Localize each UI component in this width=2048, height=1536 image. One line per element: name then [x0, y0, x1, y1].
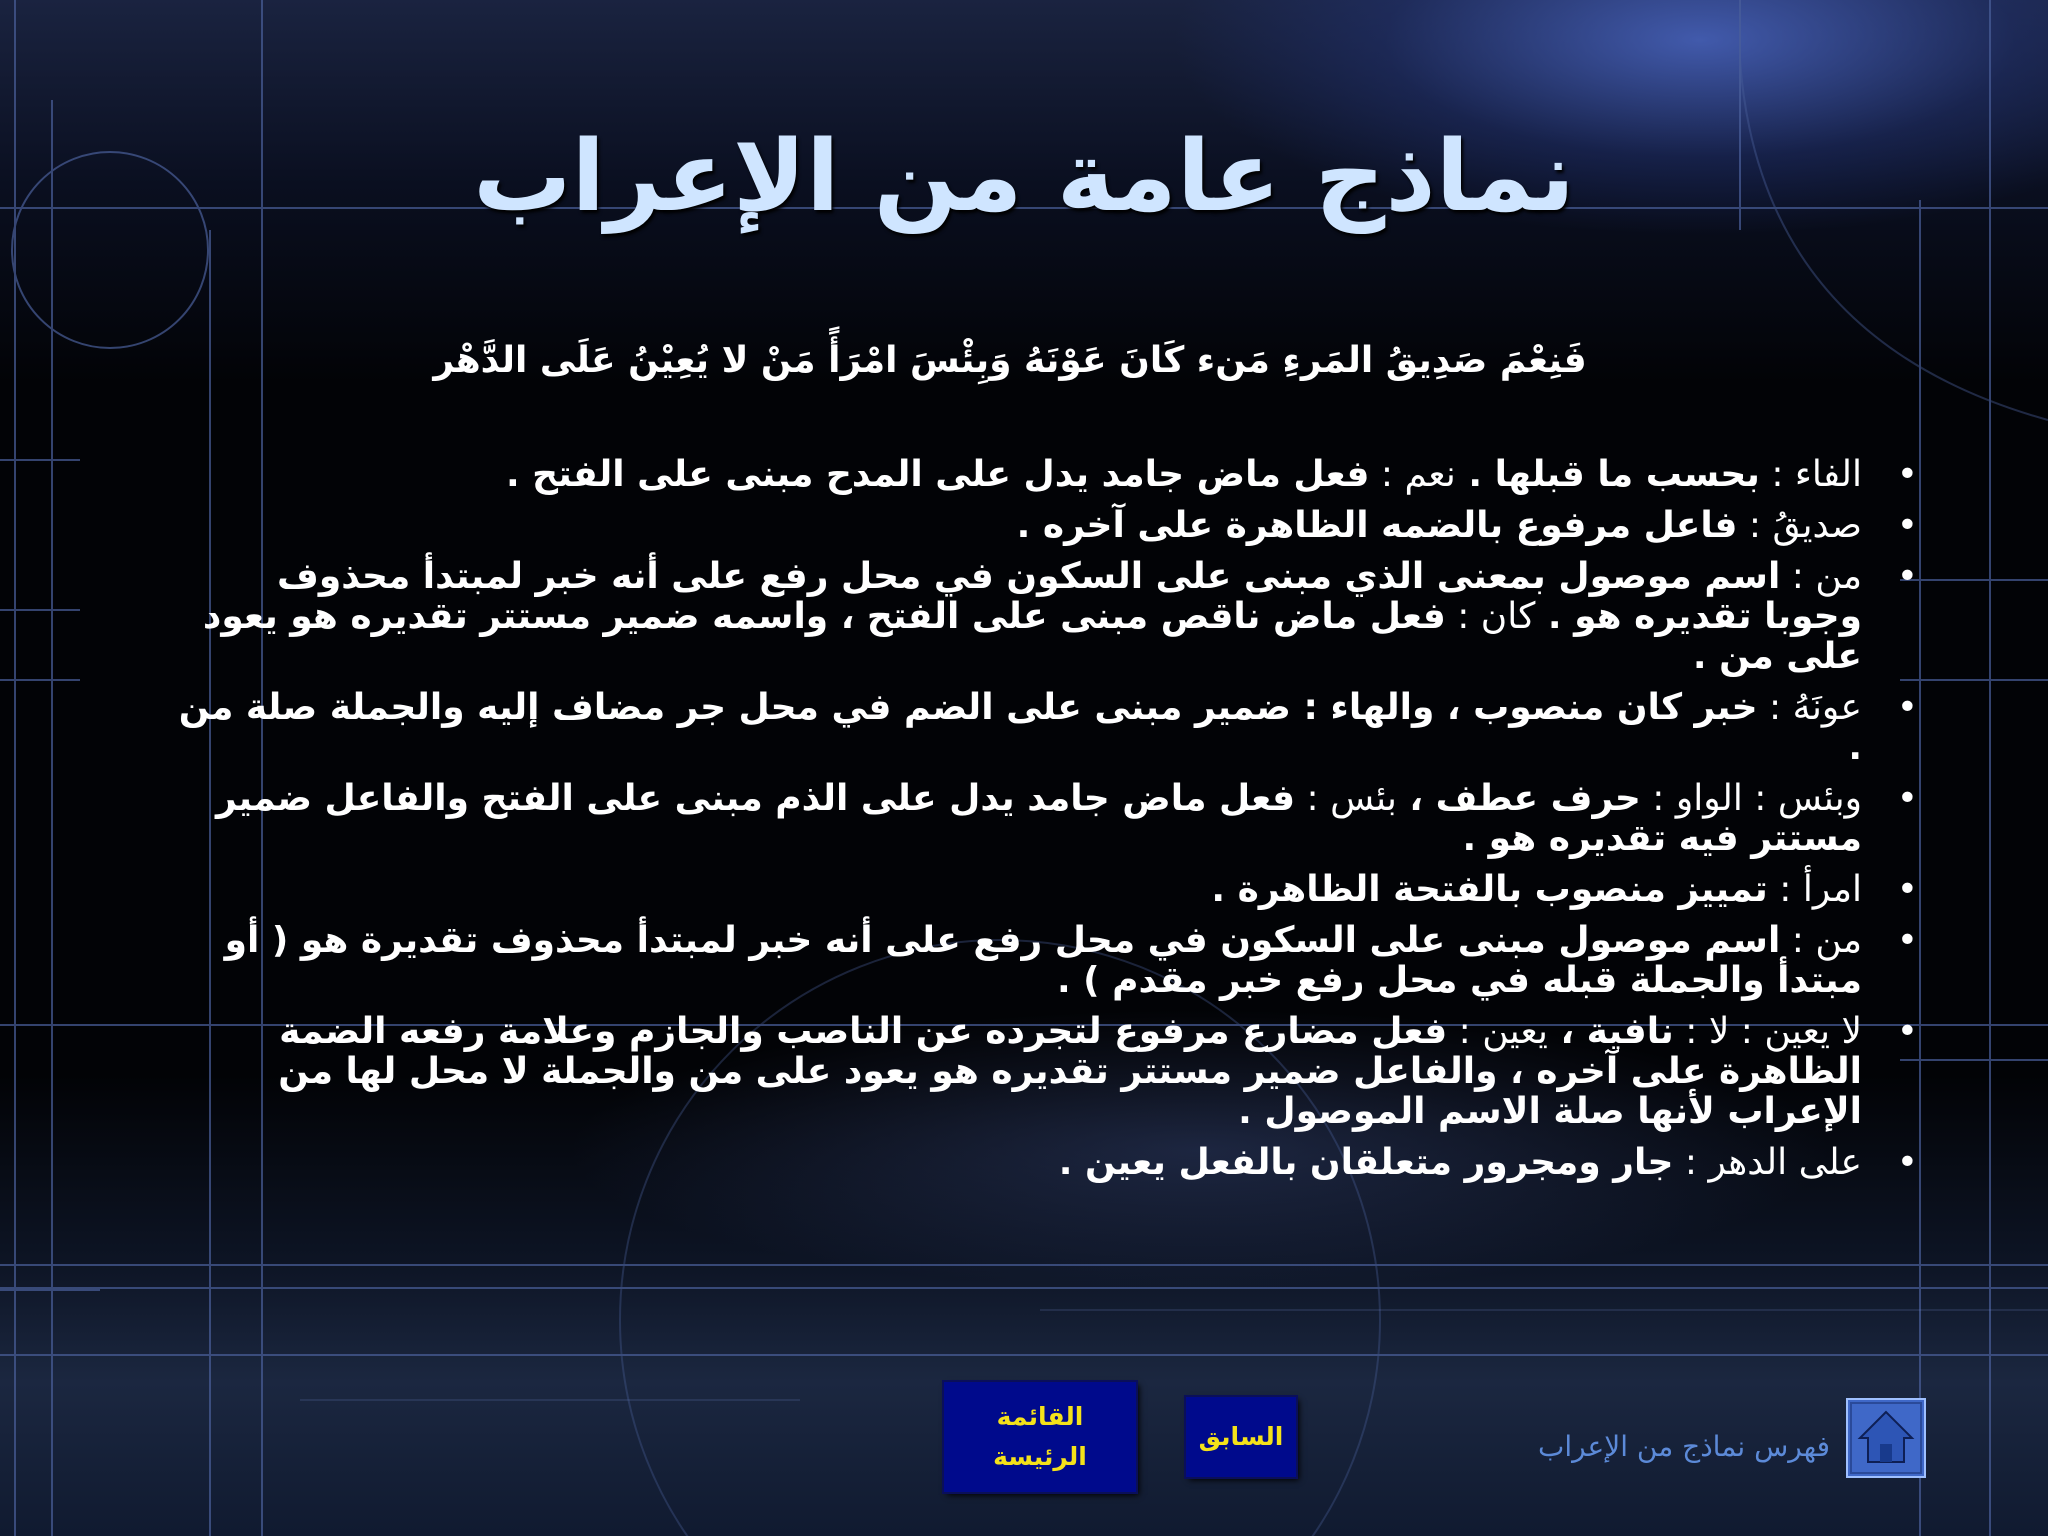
main-menu-button[interactable] — [944, 1382, 1136, 1492]
term-description: اسم موصول بمعنى الذي مبنى على السكون في محل رفع على أنه خبر لمبتدأ محذوف وجوبا تقديره هو . — [277, 556, 1862, 637]
term-label: كان : — [1445, 596, 1536, 637]
term-description: بحسب ما قبلها . — [1455, 454, 1760, 495]
term-label: من : — [1780, 920, 1862, 961]
bullet-icon: • — [1896, 778, 1918, 819]
previous-label: السابق — [1198, 1422, 1284, 1451]
term-label: وبئس : الواو : — [1640, 778, 1862, 819]
previous-button[interactable] — [1186, 1397, 1296, 1477]
list-item — [178, 455, 1948, 495]
term-label: امرأ : — [1767, 869, 1862, 910]
term-description: حرف عطف ، — [1396, 778, 1641, 819]
term-description: تمييز منصوب بالفتحة الظاهرة . — [1211, 869, 1768, 910]
list-item — [178, 1012, 1948, 1132]
main-menu-label-line2: الرئيسة — [993, 1442, 1087, 1471]
list-item — [178, 1143, 1948, 1183]
list-item — [178, 779, 1948, 859]
bullet-icon: • — [1896, 1011, 1918, 1052]
term-description: فعل ماض جامد يدل على الذم مبنى على الفتح والفاعل ضمير مستتر فيه تقديره هو . — [216, 778, 1862, 859]
bullet-icon: • — [1896, 869, 1918, 910]
term-description: فعل ماض جامد يدل على المدح مبنى على الفتح . — [505, 454, 1370, 495]
list-item — [178, 870, 1948, 910]
term-description: فعل ماض ناقص مبنى على الفتح ، واسمه ضمير مستتر تقديره هو يعود على من . — [202, 596, 1862, 677]
term-description: خبر كان منصوب ، والهاء : ضمير مبنى على الضم في محل جر مضاف إليه والجملة صلة من . — [178, 687, 1862, 768]
poetry-verse: فَنِعْمَ صَدِيقُ المَرءِ مَنء كَانَ عَوْنَهُ وَبِئْسَ امْرَأً مَنْ لا يُعِيْنُ عَلَى الدَّهْر — [433, 340, 1587, 381]
term-label: من : — [1780, 556, 1862, 597]
bullet-icon: • — [1896, 454, 1918, 495]
bullet-icon: • — [1896, 687, 1918, 728]
term-label: الفاء : — [1759, 454, 1862, 495]
term-label: يعين : — [1447, 1011, 1548, 1052]
parsing-list — [178, 455, 1948, 1194]
term-label: عونَهُ : — [1757, 687, 1862, 728]
home-icon[interactable] — [1846, 1398, 1926, 1478]
list-item — [178, 921, 1948, 1001]
bullet-icon: • — [1896, 556, 1918, 597]
term-label: نعم : — [1369, 454, 1456, 495]
list-item — [178, 557, 1948, 677]
bullet-icon: • — [1896, 1142, 1918, 1183]
term-description: نافية ، — [1547, 1011, 1674, 1052]
slide-title: نماذج عامة من الإعراب — [473, 120, 1575, 234]
term-label: على الدهر : — [1673, 1142, 1862, 1183]
term-label: بئس : — [1295, 778, 1397, 819]
term-description: اسم موصول مبنى على السكون في محل رفع على أنه خبر لمبتدأ محذوف تقديرة هو ( أو مبتدأ والجملة قبله في محل رفع خبر مقدم ) . — [224, 920, 1862, 1001]
term-label: لا يعين : لا : — [1673, 1011, 1862, 1052]
term-description: جار ومجرور متعلقان بالفعل يعين . — [1058, 1142, 1674, 1183]
term-label: صديقُ : — [1737, 505, 1862, 546]
main-menu-label-line1: القائمة — [996, 1402, 1084, 1431]
bullet-icon: • — [1896, 505, 1918, 546]
list-item — [178, 506, 1948, 546]
list-item — [178, 688, 1948, 768]
index-link[interactable]: فهرس نماذج من الإعراب — [1537, 1430, 1830, 1463]
term-description: فاعل مرفوع بالضمه الظاهرة على آخره . — [1016, 505, 1738, 546]
bullet-icon: • — [1896, 920, 1918, 961]
term-description: فعل مضارع مرفوع لتجرده عن الناصب والجازم وعلامة رفعه الضمة الظاهرة على آخره ، والفاعل ضمير مستتر تقديره هو يعود على من والجملة لا محل لها من الإعراب لأنها صلة الاسم الموصول . — [278, 1011, 1862, 1132]
